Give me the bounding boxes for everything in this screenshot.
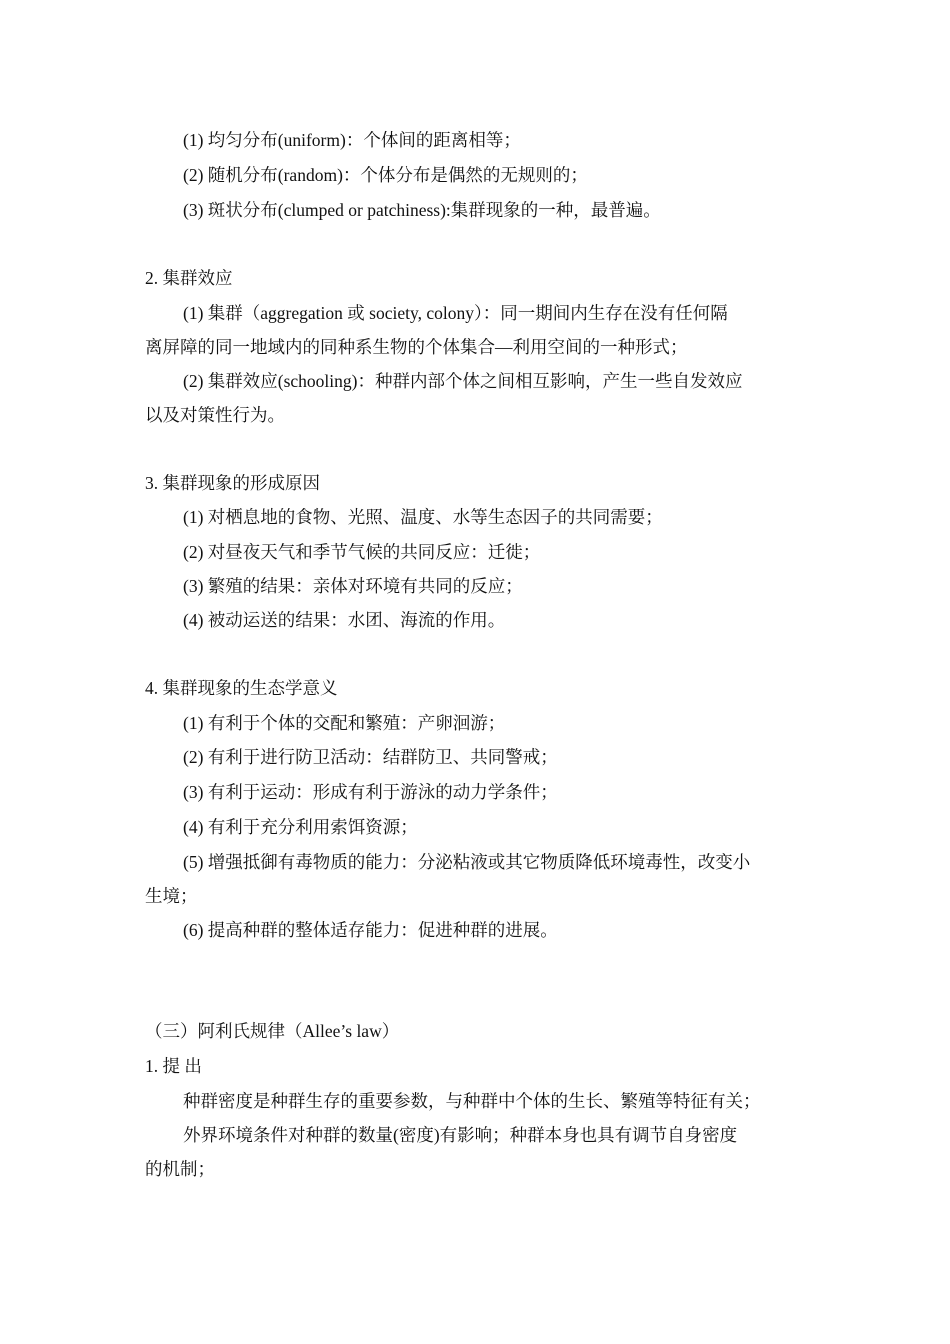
section-3-item: (3) 繁殖的结果：亲体对环境有共同的反应； (183, 576, 523, 596)
allee-paragraph-2-line1: 外界环境条件对种群的数量(密度)有影响；种群本身也具有调节自身密度 (183, 1125, 738, 1145)
section-4-item: (1) 有利于个体的交配和繁殖：产卵洄游； (183, 713, 506, 733)
allee-paragraph-2-line2: 的机制； (145, 1159, 215, 1179)
section-3-heading: 3. 集群现象的形成原因 (145, 473, 320, 493)
allee-subheading: 1. 提 出 (145, 1056, 202, 1076)
section-4-item: (3) 有利于运动：形成有利于游泳的动力学条件； (183, 782, 558, 802)
aggregation-definition-line1: (1) 集群（aggregation 或 society, colony）：同一期间内生存在没有任何隔 (183, 303, 728, 323)
section-4-item-5-line1: (5) 增强抵御有毒物质的能力：分泌粘液或其它物质降低环境毒性，改变小 (183, 852, 751, 872)
section-3-item: (2) 对昼夜天气和季节气候的共同反应：迁徙； (183, 542, 541, 562)
section-2-heading: 2. 集群效应 (145, 268, 233, 288)
section-4-item-6: (6) 提高种群的整体适存能力：促进种群的进展。 (183, 920, 558, 940)
section-4-item: (4) 有利于充分利用索饵资源； (183, 817, 418, 837)
section-4-heading: 4. 集群现象的生态学意义 (145, 678, 338, 698)
uniform-distribution-item: (1) 均匀分布(uniform)：个体间的距离相等； (183, 130, 521, 150)
section-4-item-5-line2: 生境； (145, 886, 198, 906)
allee-law-heading: （三）阿利氏规律（Allee’s law） (145, 1021, 400, 1041)
section-3-item: (4) 被动运送的结果：水团、海流的作用。 (183, 610, 506, 630)
allee-paragraph-1: 种群密度是种群生存的重要参数，与种群中个体的生长、繁殖等特征有关； (183, 1091, 761, 1111)
random-distribution-item: (2) 随机分布(random)：个体分布是偶然的无规则的； (183, 165, 588, 185)
aggregation-definition-line2: 离屏障的同一地域内的同种系生物的个体集合—利用空间的一种形式； (145, 337, 688, 357)
schooling-definition-line2: 以及对策性行为。 (145, 405, 285, 425)
section-4-item: (2) 有利于进行防卫活动：结群防卫、共同警戒； (183, 747, 558, 767)
clumped-distribution-item: (3) 斑状分布(clumped or patchiness):集群现象的一种，最普遍。 (183, 200, 661, 220)
schooling-definition-line1: (2) 集群效应(schooling)：种群内部个体之间相互影响，产生一些自发效应 (183, 371, 743, 391)
section-3-item: (1) 对栖息地的食物、光照、温度、水等生态因子的共同需要； (183, 507, 663, 527)
